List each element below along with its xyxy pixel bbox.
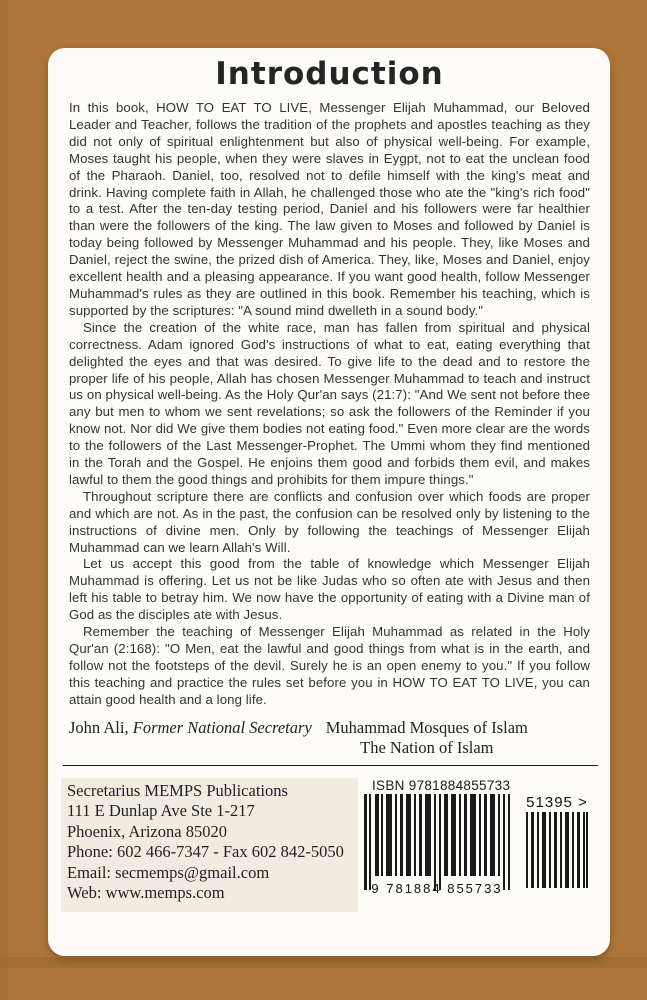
signature-organization	[326, 718, 528, 758]
paragraph-5: Remember the teaching of Messenger Elijah Muhammad as related in the Holy Qur'an (2:168): "O Men, eat the lawful and good things from what is in the earth, and follow not the footsteps of the devil. Surely he is an open enemy to you." If you follow this teaching and practice the rules set before you in HOW TO EAT TO LIVE, you can attain good health and a long life.	[69, 624, 590, 707]
signature-author	[69, 718, 312, 758]
publisher-block	[61, 778, 358, 912]
ean13-barcode-icon	[364, 794, 510, 894]
signature-row	[69, 718, 590, 758]
introduction-text	[69, 100, 590, 709]
isbn-barcode-block	[358, 778, 590, 912]
org-line-1: Muhammad Mosques of Islam	[325, 717, 528, 737]
bottom-row	[69, 778, 590, 912]
barcode-digits: 9 781884 855733	[371, 880, 503, 896]
signature-title: Former National Secretary	[132, 717, 312, 737]
book-back-cover-card	[48, 48, 610, 956]
addon-barcode-icon	[526, 812, 588, 888]
signature-name: John Ali,	[69, 717, 129, 737]
publisher-address-1: 111 E Dunlap Ave Ste 1-217	[67, 801, 255, 821]
paragraph-4: Let us accept this good from the table of knowledge which Messenger Elijah Muhammad is offering. Let us not be like Judas who so often ate with Jesus and then left his table to betray him. We now have the opportunity of eating with a Divine man of God as the disciples ate with Jesus.	[69, 556, 590, 623]
publisher-phone: Phone: 602 466-7347 - Fax 602 842-5050	[67, 842, 344, 862]
background-shadow-band	[0, 957, 647, 968]
isbn-number-text: ISBN 9781884855733	[372, 777, 511, 793]
publisher-address-2: Phoenix, Arizona 85020	[67, 821, 227, 841]
org-line-2: The Nation of Islam	[360, 737, 494, 757]
divider-line	[63, 765, 598, 766]
paragraph-2: Since the creation of the white race, man has fallen from spiritual and physical correctness. Adam ignored God's instructions of what to eat, eating everything that delighted the eyes and that was desired. To give life to the dead and to restore the proper life of his people, Allah has chosen Messenger Muhammad to teach and instruct us on physical well-being. As the Holy Qur'an says (21:7): "And We sent not before thee any but men to whom we sent revelations; so ask the followers of the Reminder if you know not. Nor did We give them bodies not eating food." Even more clear are the words to the followers of the Last Messenger-Prophet. The Ummi whom they find mentioned in the Torah and the Gospel. He enjoins them good and forbids them evil, and makes lawful to them the good things and prohibits for them impure things."	[69, 319, 590, 487]
publisher-email: Email: secmemps@gmail.com	[67, 862, 270, 882]
publisher-name: Secretarius MEMPS Publications	[67, 780, 288, 800]
barcode-row	[358, 794, 590, 896]
paragraph-1: In this book, HOW TO EAT TO LIVE, Messenger Elijah Muhammad, our Beloved Leader and Teacher, follows the tradition of the prophets and apostles teaching as they did not only of spiritual enlightenment but also of physical well-being. For example, Moses taught his people, when they were slaves in Eygpt, not to eat the unclean food of the Pharaoh. Daniel, too, resolved not to defile himself with the king's meat and drink. Having complete faith in Allah, he challenged those who ate the "king's rich food" to a test. After the ten-day testing period, Daniel and his followers were far healthier than were the followers of the king. The law given to Moses and followed by Daniel is today being followed by Messenger Muhammad and his people. They, like Moses and Daniel, reject the swine, the prized dish of America. They, like, Moses and Daniel, enjoy excellent health and a pleasing appearance. If you want good health, follow Messenger Muhammad's rules as they are outlined in this book. Remember his teaching, which is supported by the scriptures: "A sound mind dwelleth in a sound body."	[69, 100, 590, 318]
ean13-barcode-group	[364, 794, 510, 896]
price-code-text: 51395 >	[526, 793, 588, 811]
paragraph-3: Throughout scripture there are conflicts and confusion over which foods are proper and which are not. As in the past, the confusion can be resolved only by listening to the instructions of divine men. Only by following the teachings of Messenger Elijah Muhammad can we learn Allah's Will.	[69, 488, 590, 555]
price-addon-barcode-group	[524, 794, 590, 893]
publisher-web: Web: www.memps.com	[67, 883, 225, 903]
photo-edge-shade	[0, 0, 8, 1000]
page-title: Introduction	[215, 56, 444, 92]
